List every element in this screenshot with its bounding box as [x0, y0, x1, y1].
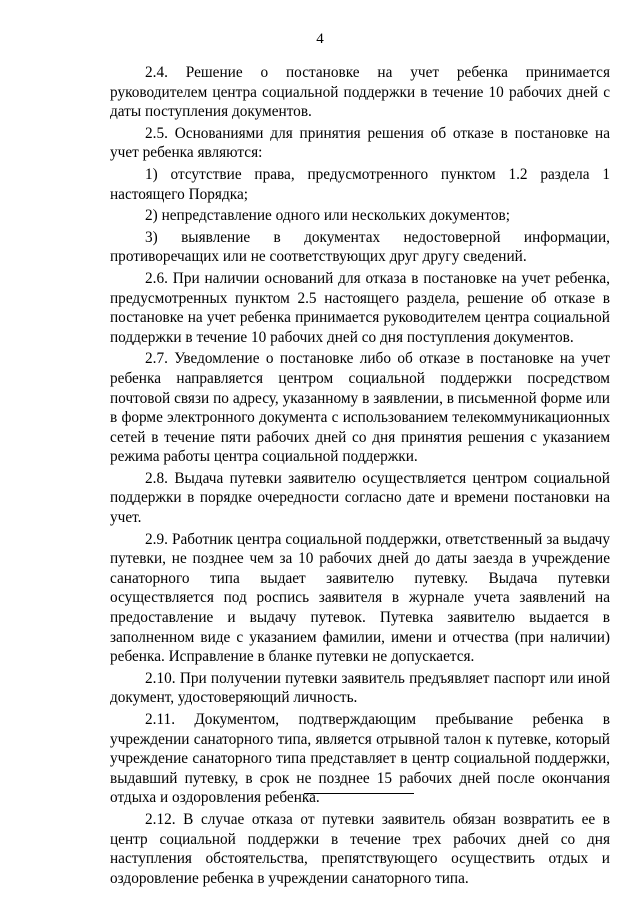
page-number: 4: [316, 31, 324, 47]
paragraph-2-11: 2.11. Документом, подтверждающим пребывание ребенка в учреждении санаторного типа, является отрывной талон к путевке, который учреждение санаторного типа представляет в центр социальной поддержки, выдавший путевку, в срок не позднее 15 рабочих дней после окончания отдыха и оздоровления ребенка.: [110, 711, 610, 807]
paragraph-2-12: 2.12. В случае отказа от путевки заявитель обязан возвратить ее в центр социальной поддержки в течение трех рабочих дней со дня наступления обстоятельства, препятствующего осуществить отдых и оздоровление ребенка в учреждении санаторного типа.: [110, 810, 610, 887]
paragraph-2-7: 2.7. Уведомление о постановке либо об отказе в постановке на учет ребенка направляется центром социальной поддержки посредством почтовой связи по адресу, указанному в заявлении, в письменной форме или в форме электронного документа с использованием телекоммуникационных сетей в течение пяти рабочих дней со дня принятия решения с указанием режима работы центра социальной поддержки.: [110, 350, 610, 466]
list-item-2: 2) непредставление одного или нескольких документов;: [145, 207, 510, 225]
paragraph-2-6: 2.6. При наличии оснований для отказа в постановке на учет ребенка, предусмотренных пунктом 2.5 настоящего раздела, решение об отказе в постановке на учет ребенка принимается руководителем центра социальной поддержки в течение 10 рабочих дней со дня поступления документов.: [110, 269, 610, 346]
paragraph-2-8: 2.8. Выдача путевки заявителю осуществляется центром социальной поддержки в порядке очередности согласно дате и времени постановки на учет.: [110, 469, 610, 527]
paragraph-2-9: 2.9. Работник центра социальной поддержки, ответственный за выдачу путевки, не позднее чем за 10 рабочих дней до даты заезда в учреждение санаторного типа выдает заявителю путевку. Выдача путевки осуществляется под роспись заявителя в журнале учета заявлений на предоставление и выдачу путевок. Путевка заявителю выдается в заполненном виде с указанием фамилии, имени и отчества (при наличии) ребенка. Исправление в бланке путевки не допускается.: [110, 530, 610, 666]
end-divider: [304, 793, 414, 794]
paragraph-2-5: 2.5. Основаниями для принятия решения об отказе в постановке на учет ребенка являются:: [110, 124, 610, 162]
list-item-1: 1) отсутствие права, предусмотренного пунктом 1.2 раздела 1 настоящего Порядка;: [110, 165, 610, 203]
paragraph-2-4: 2.4. Решение о постановке на учет ребенка принимается руководителем центра социальной поддержки в течение 10 рабочих дней с даты поступления документов.: [110, 64, 610, 121]
list-item-3: 3) выявление в документах недостоверной информации, противоречащих или не соответствующих друг другу сведений.: [110, 228, 610, 266]
document-body: [110, 63, 610, 890]
paragraph-2-10: 2.10. При получении путевки заявитель предъявляет паспорт или иной документ, удостоверяющий личность.: [110, 669, 610, 707]
